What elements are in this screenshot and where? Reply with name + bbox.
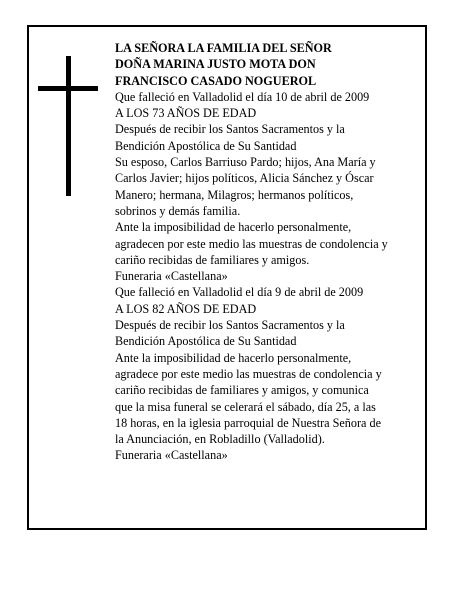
text-line: Funeraria «Castellana» (115, 448, 228, 463)
text-line: Manero; hermana, Milagros; hermanos políticos, (115, 187, 354, 202)
text-line: Ante la imposibilidad de hacerlo personalmente, (115, 350, 352, 365)
heading-line: LA SEÑORA LA FAMILIA DEL SEÑOR (115, 41, 332, 55)
cross-icon-horizontal-bar (38, 86, 98, 91)
text-line: cariño recibidas de familiares y amigos. (115, 252, 310, 267)
text-line: 18 horas, en la iglesia parroquial de Nuestra Señora de (115, 415, 382, 430)
text-line: Que falleció en Valladolid el día 10 de abril de 2009 (115, 89, 370, 104)
text-line: Que falleció en Valladolid el día 9 de abril de 2009 (115, 285, 364, 300)
text-line: Bendición Apostólica de Su Santidad (115, 334, 297, 349)
text-line: Su esposo, Carlos Barriuso Pardo; hijos, Ana María y (115, 155, 376, 170)
text-line: Carlos Javier; hijos políticos, Alicia Sánchez y Óscar (115, 171, 374, 186)
text-line: agradece por este medio las muestras de condolencia y (115, 366, 382, 381)
heading-line: FRANCISCO CASADO NOGUEROL (115, 73, 317, 88)
text-line: sobrinos y demás familia. (115, 203, 241, 218)
text-line: A LOS 73 AÑOS DE EDAD (115, 106, 257, 121)
text-line: A LOS 82 AÑOS DE EDAD (115, 301, 257, 316)
cross-icon-vertical-bar (66, 56, 71, 196)
heading-line: DOÑA MARINA JUSTO MOTA DON (115, 57, 316, 72)
text-line: cariño recibidas de familiares y amigos, y comunica (115, 383, 369, 398)
text-line: Funeraria «Castellana» (115, 269, 228, 284)
text-line: que la misa funeral se celerará el sábado, día 25, a las (115, 399, 376, 414)
obituary-text (115, 40, 425, 464)
text-line: Después de recibir los Santos Sacramentos y la (115, 122, 345, 137)
text-line: Ante la imposibilidad de hacerlo personalmente, (115, 220, 352, 235)
text-line: Bendición Apostólica de Su Santidad (115, 138, 297, 153)
text-line: agradecen por este medio las muestras de condolencia y (115, 236, 388, 251)
text-line: la Anunciación, en Robladillo (Valladolid). (115, 432, 325, 447)
text-line: Después de recibir los Santos Sacramentos y la (115, 318, 345, 333)
